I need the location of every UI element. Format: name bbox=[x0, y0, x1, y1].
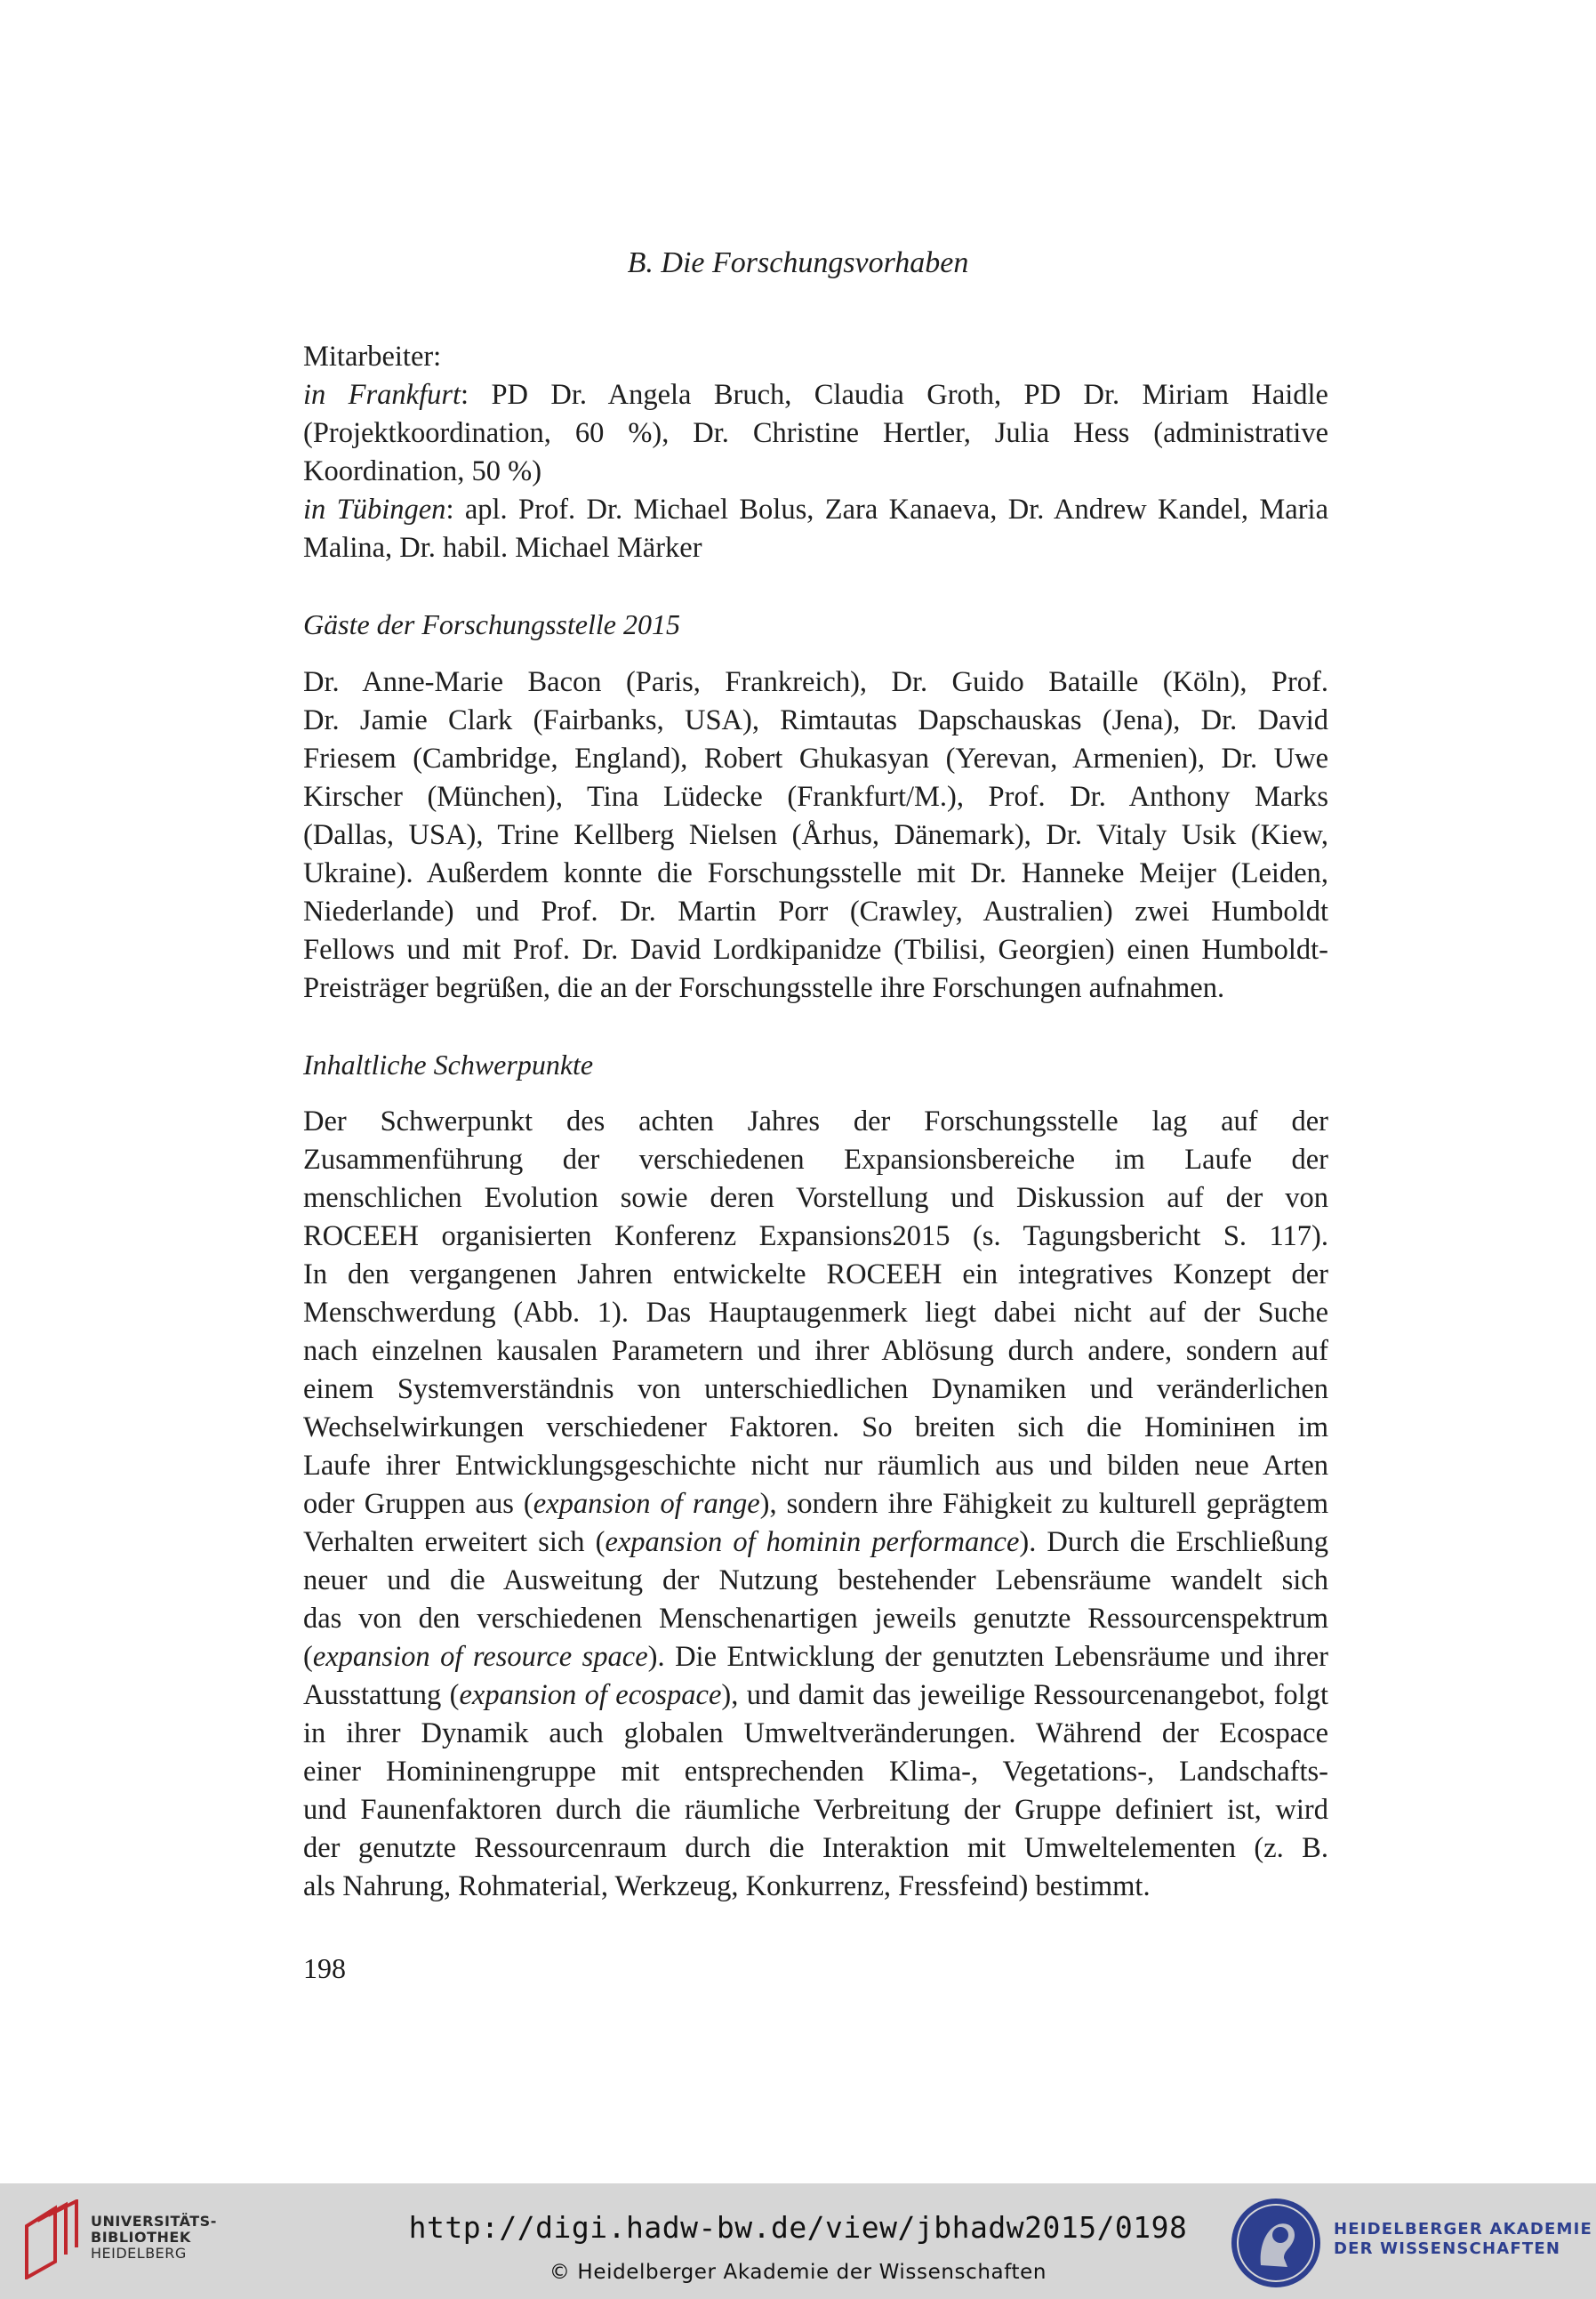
term-expansion-of-hominin-performance: expansion of hominin performance bbox=[605, 1526, 1020, 1558]
staff-tuebingen-line-1 bbox=[303, 491, 1328, 529]
permalink-url[interactable]: http://digi.hadw-bw.de/view/jbhadw2015/0198 bbox=[408, 2210, 1188, 2245]
focus-line: der genutzte Ressourcenraum durch die Interaktion mit Umweltelementen (z. B. bbox=[303, 1832, 1328, 1864]
text-run: ). Durch die Erschließung bbox=[1019, 1526, 1328, 1558]
focus-line: einer Homininengruppe mit entsprechenden Klima-, Vegetations-, Landschafts- bbox=[303, 1756, 1328, 1788]
focus-line bbox=[303, 1638, 1328, 1676]
academy-seal-icon bbox=[1229, 2196, 1323, 2290]
staff-label: Mitarbeiter: bbox=[303, 341, 442, 373]
focus-line: in ihrer Dynamik auch globalen Umweltveränderungen. Während der Ecospace bbox=[303, 1717, 1328, 1749]
staff-block bbox=[303, 338, 1328, 567]
guests-line: Fellows und mit Prof. Dr. David Lordkipanidze (Tbilisi, Georgien) einen Humboldt- bbox=[303, 934, 1328, 966]
focus-line bbox=[303, 1523, 1328, 1562]
library-name-line: BIBLIOTHEK bbox=[91, 2229, 191, 2246]
term-expansion-of-range: expansion of range bbox=[533, 1488, 760, 1520]
staff-frankfurt-names: : PD Dr. Angela Bruch, Claudia Groth, PD Dr. Miriam Haidle bbox=[461, 379, 1328, 411]
focus-line: nach einzelnen kausalen Parametern und ihrer Ablösung durch andere, sondern auf bbox=[303, 1335, 1328, 1367]
focus-line: und Faunenfaktoren durch die räumliche Verbreitung der Gruppe definiert ist, wird bbox=[303, 1794, 1328, 1826]
academy-name-line: DER WISSENSCHAFTEN bbox=[1334, 2239, 1561, 2258]
academy-name bbox=[1334, 2220, 1592, 2259]
term-expansion-of-ecospace: expansion of ecospace bbox=[459, 1679, 722, 1711]
focus-line bbox=[303, 1485, 1328, 1523]
guests-line: (Dallas, USA), Trine Kellberg Nielsen (Århus, Dänemark), Dr. Vitaly Usik (Kiew, bbox=[303, 819, 1328, 851]
guests-heading: Gäste der Forschungsstelle 2015 bbox=[303, 608, 680, 640]
focus-line: einem Systemverständnis von unterschiedlichen Dynamiken und veränderlichen bbox=[303, 1373, 1328, 1405]
text-run: ), sondern ihre Fähigkeit zu kulturell geprägtem bbox=[759, 1488, 1328, 1520]
guests-line: Dr. Anne-Marie Bacon (Paris, Frankreich), Dr. Guido Bataille (Köln), Prof. bbox=[303, 666, 1328, 698]
text-run: ). Die Entwicklung der genutzten Lebensräume und ihrer bbox=[647, 1641, 1328, 1673]
running-head: B. Die Forschungsvorhaben bbox=[627, 246, 969, 279]
guests-line: Niederlande) und Prof. Dr. Martin Porr (Crawley, Australien) zwei Humboldt bbox=[303, 896, 1328, 928]
staff-frankfurt-line-1 bbox=[303, 376, 1328, 414]
focus-line: Der Schwerpunkt des achten Jahres der Forschungsstelle lag auf der bbox=[303, 1105, 1328, 1137]
page-number: 198 bbox=[303, 1952, 346, 1984]
staff-tuebingen-line-2: Malina, Dr. habil. Michael Märker bbox=[303, 532, 702, 564]
library-name-line: HEIDELBERG bbox=[91, 2245, 187, 2262]
focus-line: menschlichen Evolution sowie deren Vorstellung und Diskussion auf der von bbox=[303, 1182, 1328, 1214]
place-tuebingen: in Tübingen bbox=[303, 494, 446, 526]
focus-line: neuer und die Ausweitung der Nutzung bestehender Lebensräume wandelt sich bbox=[303, 1564, 1328, 1596]
staff-tuebingen-names: : apl. Prof. Dr. Michael Bolus, Zara Kanaeva, Dr. Andrew Kandel, Maria bbox=[445, 494, 1328, 526]
focus-line: Menschwerdung (Abb. 1). Das Hauptaugenmerk liegt dabei nicht auf der Suche bbox=[303, 1297, 1328, 1329]
focus-line: In den vergangenen Jahren entwickelte ROCEEH ein integratives Konzept der bbox=[303, 1258, 1328, 1290]
text-run: Ausstattung ( bbox=[303, 1679, 460, 1711]
focus-line: Wechselwirkungen verschiedener Faktoren. So breiten sich die Hominінen im bbox=[303, 1411, 1328, 1443]
guests-line: Ukraine). Außerdem konnte die Forschungsstelle mit Dr. Hanneke Meijer (Leiden, bbox=[303, 857, 1328, 889]
staff-frankfurt-line-3: Koordination, 50 %) bbox=[303, 455, 542, 487]
guests-line: Kirscher (München), Tina Lüdecke (Frankfurt/M.), Prof. Dr. Anthony Marks bbox=[303, 781, 1328, 813]
academy-name-line: HEIDELBERGER AKADEMIE bbox=[1334, 2220, 1592, 2239]
focus-heading: Inhaltliche Schwerpunkte bbox=[303, 1049, 594, 1081]
focus-line: das von den verschiedenen Menschenartigen jeweils genutzte Ressourcenspektrum bbox=[303, 1603, 1328, 1635]
place-frankfurt: in Frankfurt bbox=[303, 379, 461, 411]
term-expansion-of-resource-space: expansion of resource space bbox=[312, 1641, 648, 1673]
text-run: Verhalten erweitert sich ( bbox=[303, 1526, 606, 1558]
guests-line: Dr. Jamie Clark (Fairbanks, USA), Rimtautas Dapschauskas (Jena), Dr. David bbox=[303, 704, 1328, 736]
copyright-notice: © Heidelberger Akademie der Wissenschaften bbox=[549, 2261, 1047, 2284]
viewer-footer bbox=[0, 2183, 1596, 2299]
text-run: ( bbox=[303, 1641, 313, 1673]
library-name-line: UNIVERSITÄTS- bbox=[91, 2213, 217, 2230]
guests-line: Friesem (Cambridge, England), Robert Ghukasyan (Yerevan, Armenien), Dr. Uwe bbox=[303, 743, 1328, 775]
guests-line: Preisträger begrüßen, die an der Forschungsstelle ihre Forschungen aufnahmen. bbox=[303, 972, 1225, 1004]
text-run: ), und damit das jeweilige Ressourcenangebot, folgt bbox=[721, 1679, 1328, 1711]
focus-line: ROCEEH organisierten Konferenz Expansions2015 (s. Tagungsbericht S. 117). bbox=[303, 1220, 1328, 1252]
focus-line: Zusammenführung der verschiedenen Expansionsbereiche im Laufe der bbox=[303, 1144, 1328, 1176]
focus-line bbox=[303, 1676, 1328, 1715]
focus-line: als Nahrung, Rohmaterial, Werkzeug, Konkurrenz, Fressfeind) bestimmt. bbox=[303, 1870, 1151, 1902]
focus-paragraph bbox=[303, 1103, 1328, 1906]
focus-line: Laufe ihrer Entwicklungsgeschichte nicht nur räumlich aus und bilden neue Arten bbox=[303, 1450, 1328, 1482]
text-run: oder Gruppen aus ( bbox=[303, 1488, 533, 1520]
staff-frankfurt-line-2: (Projektkoordination, 60 %), Dr. Christine Hertler, Julia Hess (administrative bbox=[303, 417, 1328, 449]
guests-paragraph bbox=[303, 663, 1328, 1008]
